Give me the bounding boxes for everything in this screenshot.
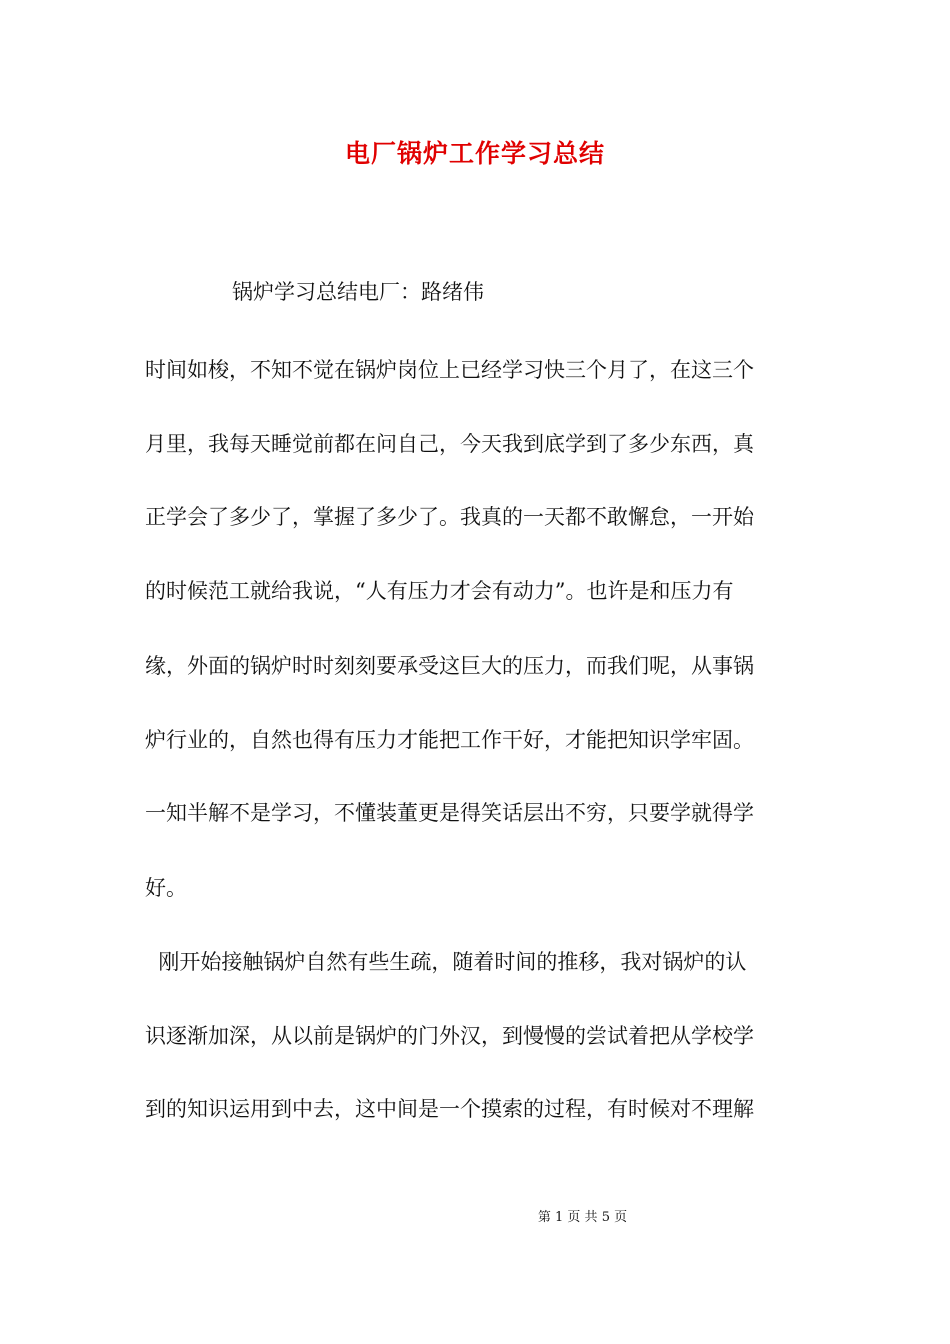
paragraph-line: 好。 [145,876,187,900]
paragraph-line: 缘，外面的锅炉时时刻刻要承受这巨大的压力，而我们呢，从事锅 [145,654,754,678]
page-number-footer: 第 1 页 共 5 页 [537,1210,628,1225]
paragraph-line: 到的知识运用到中去，这中间是一个摸索的过程，有时候对不理解 [145,1097,754,1121]
document-subtitle: 锅炉学习总结电厂：路绪伟 [232,280,484,304]
paragraph-line: 时间如梭，不知不觉在锅炉岗位上已经学习快三个月了，在这三个 [145,358,754,382]
paragraph-line: 炉行业的，自然也得有压力才能把工作干好，才能把知识学牢固。 [145,728,754,752]
paragraph-line: 刚开始接触锅炉自然有些生疏，随着时间的推移，我对锅炉的认 [145,950,747,974]
document-title: 电厂锅炉工作学习总结 [344,139,605,168]
paragraph-line: 月里，我每天睡觉前都在问自己，今天我到底学到了多少东西，真 [145,432,754,456]
paragraph-line: 识逐渐加深，从以前是锅炉的门外汉，到慢慢的尝试着把从学校学 [145,1024,754,1048]
paragraph-line: 的时候范工就给我说，“人有压力才会有动力”。也许是和压力有 [145,579,734,603]
paragraph-line: 一知半解不是学习，不懂装董更是得笑话层出不穷，只要学就得学 [145,801,754,825]
paragraph-line: 正学会了多少了，掌握了多少了。我真的一天都不敢懈怠，一开始 [145,505,754,529]
